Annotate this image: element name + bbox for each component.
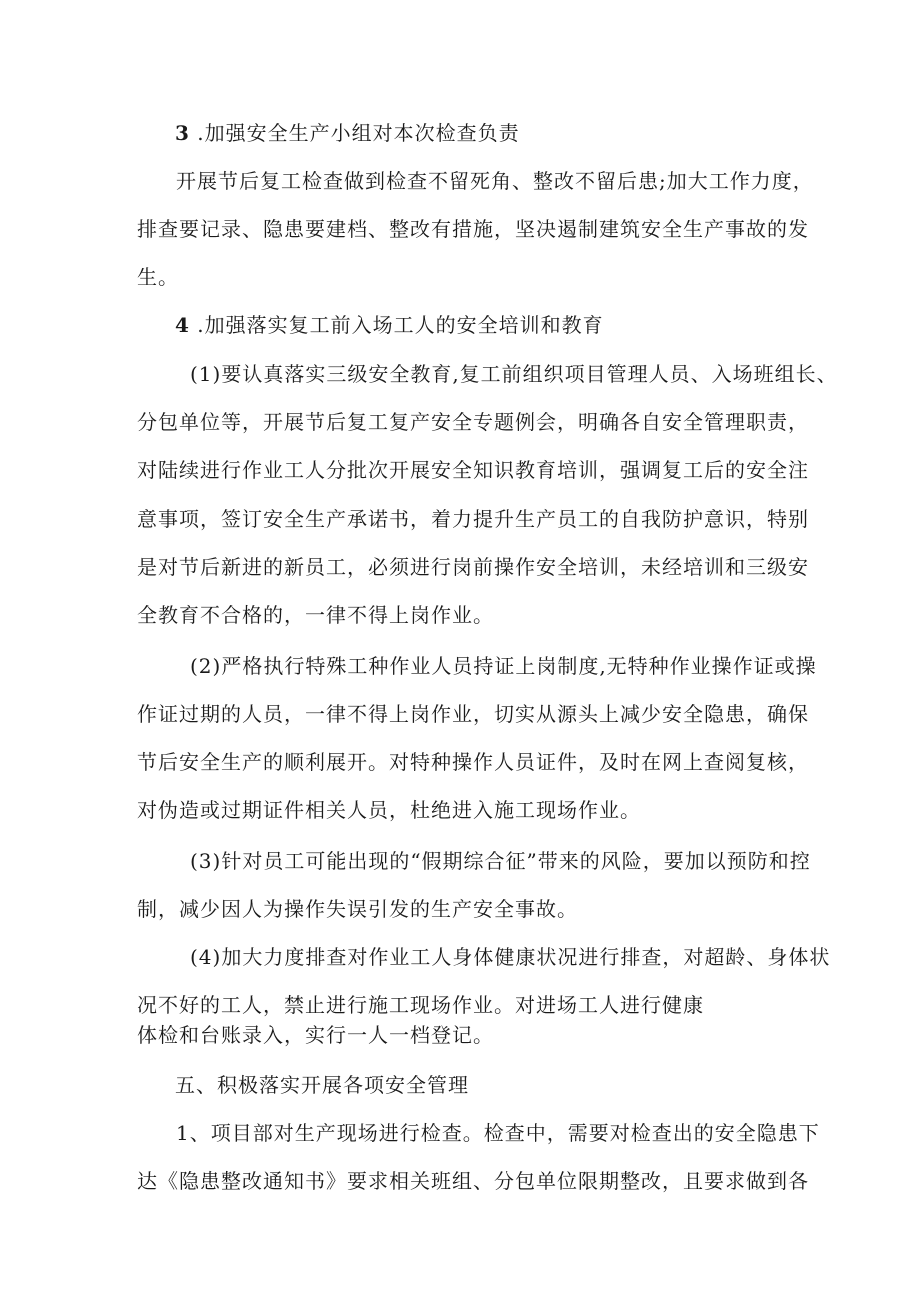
- section4-item4-line-2: 况不好的工人，禁止进行施工现场作业。对进场工人进行健康: [137, 993, 704, 1017]
- section4-item3-line-1: (3)针对员工可能出现的“假期综合征”带来的风险，要加以预防和控: [190, 849, 811, 873]
- section3-line-1: 开展节后复工检查做到检查不留死角、整改不留后患;加大工作力度，: [176, 169, 814, 193]
- section4-heading: [175, 312, 604, 338]
- section3-line-3: 生。: [137, 265, 179, 289]
- section3-heading-text: .加强安全生产小组对本次检查负责: [197, 121, 520, 145]
- section4-item1-line-6: 全教育不合格的，一律不得上岗作业。: [137, 603, 494, 627]
- section4-item2-line-2: 作证过期的人员，一律不得上岗作业，切实从源头上减少安全隐患，确保: [137, 702, 809, 726]
- section4-heading-text: .加强落实复工前入场工人的安全培训和教育: [197, 313, 604, 337]
- section4-item3-line-2: 制，减少因人为操作失误引发的生产安全事故。: [137, 897, 578, 921]
- section3-line-2: 排查要记录、隐患要建档、整改有措施，坚决遏制建筑安全生产事故的发: [137, 217, 809, 241]
- section4-item1-line-5: 是对节后新进的新员工，必须进行岗前操作安全培训，未经培训和三级安: [137, 555, 809, 579]
- section5-item1-line-2: 达《隐患整改通知书》要求相关班组、分包单位限期整改，且要求做到各: [137, 1169, 809, 1193]
- section3-heading: [175, 120, 520, 146]
- section4-item1-line-2: 分包单位等，开展节后复工复产安全专题例会，明确各自安全管理职责，: [137, 410, 809, 434]
- section4-item4-line-1: (4)加大力度排查对作业工人身体健康状况进行排查，对超龄、身体状: [190, 945, 831, 969]
- section4-item1-line-1: (1)要认真落实三级安全教育,复工前组织项目管理人员、入场班组长、: [190, 362, 838, 386]
- section4-item2-line-1: (2)严格执行特殊工种作业人员持证上岗制度,无特种作业操作证或操: [190, 654, 817, 678]
- section3-heading-number: 3: [175, 121, 190, 145]
- section4-item1-line-4: 意事项，签订安全生产承诺书，着力提升生产员工的自我防护意识，特别: [137, 507, 809, 531]
- section4-item2-line-3: 节后安全生产的顺利展开。对特种操作人员证件，及时在网上查阅复核，: [137, 750, 809, 774]
- section4-heading-number: 4: [175, 313, 190, 337]
- section4-item4-line-3: 体检和台账录入，实行一人一档登记。: [137, 1023, 494, 1047]
- section5-item1-line-1: 1、项目部对生产现场进行检查。检查中，需要对检查出的安全隐患下: [176, 1121, 820, 1145]
- section4-item1-line-3: 对陆续进行作业工人分批次开展安全知识教育培训，强调复工后的安全注: [137, 458, 809, 482]
- section5-heading: 五、积极落实开展各项安全管理: [175, 1073, 469, 1097]
- section4-item2-line-4: 对伪造或过期证件相关人员，杜绝进入施工现场作业。: [137, 798, 641, 822]
